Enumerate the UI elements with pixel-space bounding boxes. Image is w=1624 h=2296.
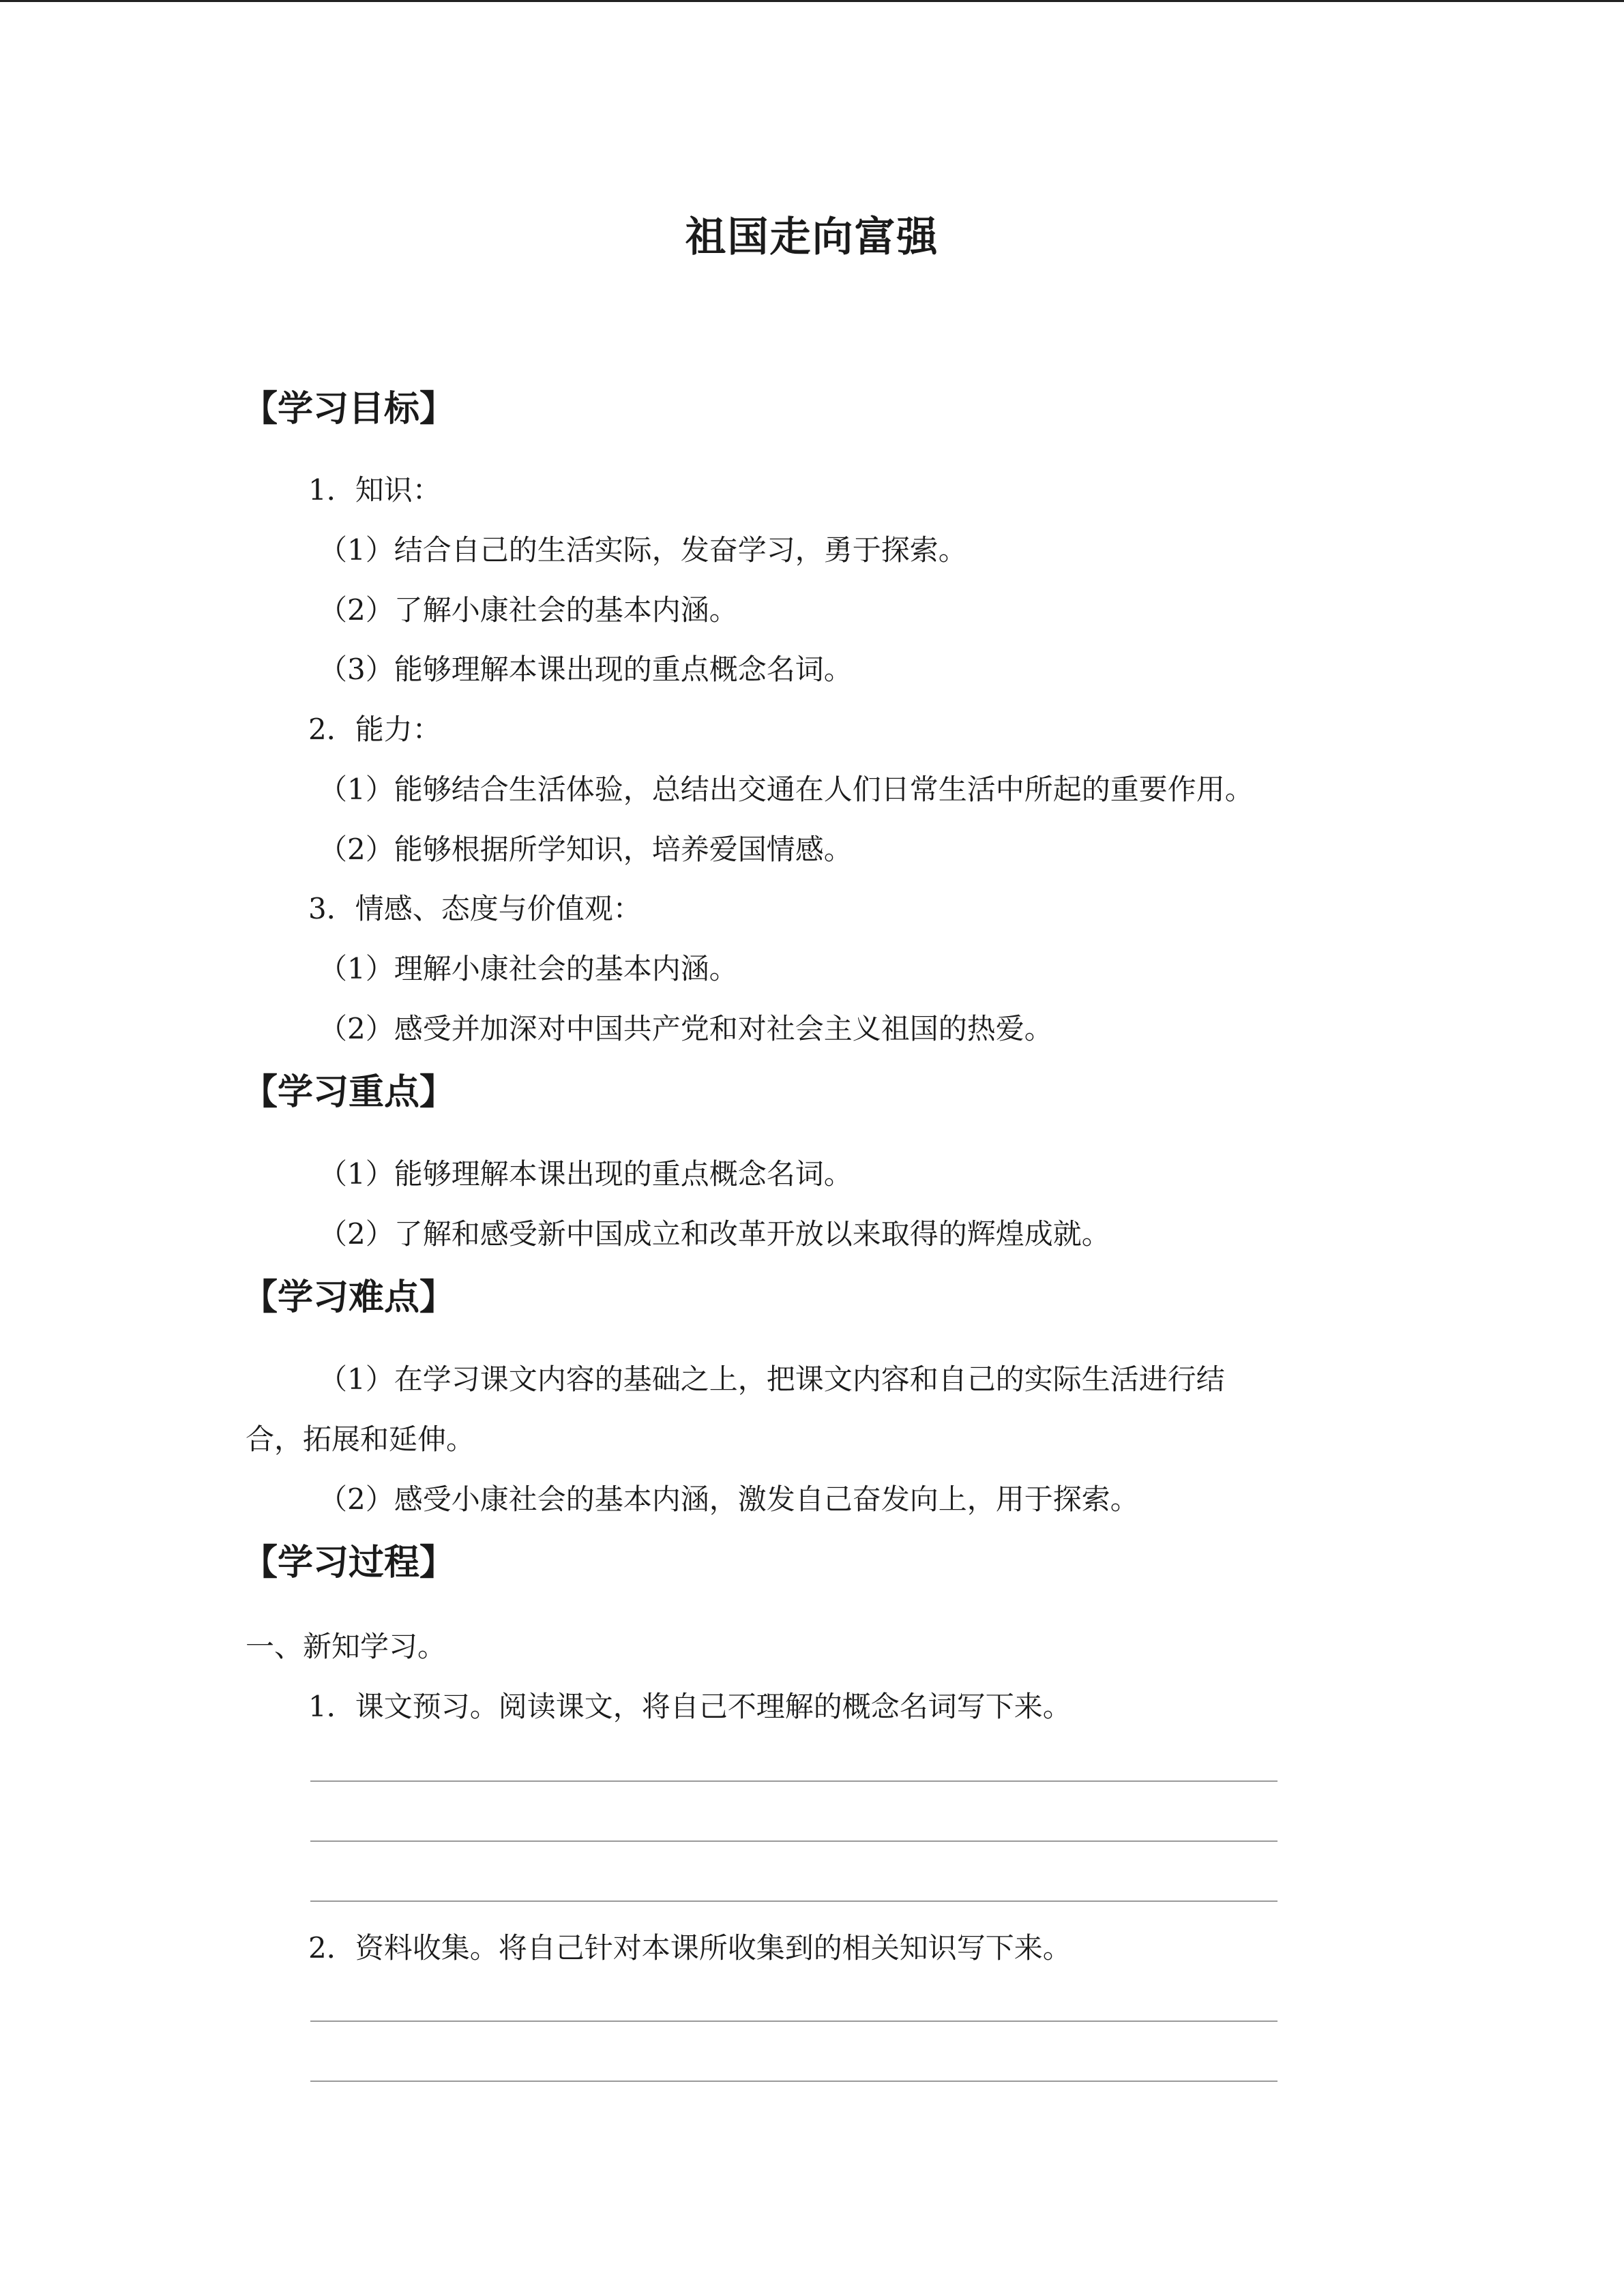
emotion-item-1: （1）理解小康社会的基本内涵。	[319, 952, 738, 985]
emotion-item-2: （2）感受并加深对中国共产党和对社会主义祖国的热爱。	[319, 1012, 1053, 1045]
ability-item-2: （2）能够根据所学知识，培养爱国情感。	[319, 833, 853, 866]
process-task-2: 2．资料收集。将自己针对本课所收集到的相关知识写下来。	[308, 1931, 1072, 1965]
page-title: 祖国走向富强	[685, 213, 939, 261]
page-top-border	[0, 0, 1624, 2]
section-heading-process: 【学习过程】	[242, 1542, 456, 1583]
knowledge-item-2: （2）了解小康社会的基本内涵。	[319, 593, 738, 627]
knowledge-item-3: （3）能够理解本课出现的重点概念名词。	[319, 653, 853, 686]
section-heading-objectives: 【学习目标】	[242, 389, 456, 430]
key-point-item-2: （2）了解和感受新中国成立和改革开放以来取得的辉煌成就。	[319, 1217, 1110, 1251]
answer-line[interactable]	[310, 1900, 1278, 1902]
section-heading-difficulties: 【学习难点】	[242, 1277, 456, 1318]
answer-line[interactable]	[310, 1780, 1278, 1782]
section-heading-key-points: 【学习重点】	[242, 1072, 456, 1113]
knowledge-label: 1．知识：	[308, 473, 441, 507]
key-point-item-1: （1）能够理解本课出现的重点概念名词。	[319, 1157, 853, 1191]
difficulty-item-1-line-2: 合，拓展和延伸。	[246, 1422, 475, 1456]
process-section-1: 一、新知学习。	[246, 1630, 447, 1663]
answer-line[interactable]	[310, 1840, 1278, 1842]
emotion-label: 3．情感、态度与价值观：	[308, 892, 642, 925]
answer-line[interactable]	[310, 2021, 1278, 2022]
ability-item-1: （1）能够结合生活体验，总结出交通在人们日常生活中所起的重要作用。	[319, 773, 1254, 806]
answer-line[interactable]	[310, 2081, 1278, 2082]
knowledge-item-1: （1）结合自己的生活实际，发奋学习，勇于探索。	[319, 533, 967, 567]
ability-label: 2．能力：	[308, 713, 441, 746]
difficulty-item-1-line-1: （1）在学习课文内容的基础之上，把课文内容和自己的实际生活进行结	[319, 1362, 1225, 1396]
process-task-1: 1．课文预习。阅读课文，将自己不理解的概念名词写下来。	[308, 1690, 1072, 1723]
difficulty-item-2: （2）感受小康社会的基本内涵，激发自己奋发向上，用于探索。	[319, 1482, 1139, 1516]
